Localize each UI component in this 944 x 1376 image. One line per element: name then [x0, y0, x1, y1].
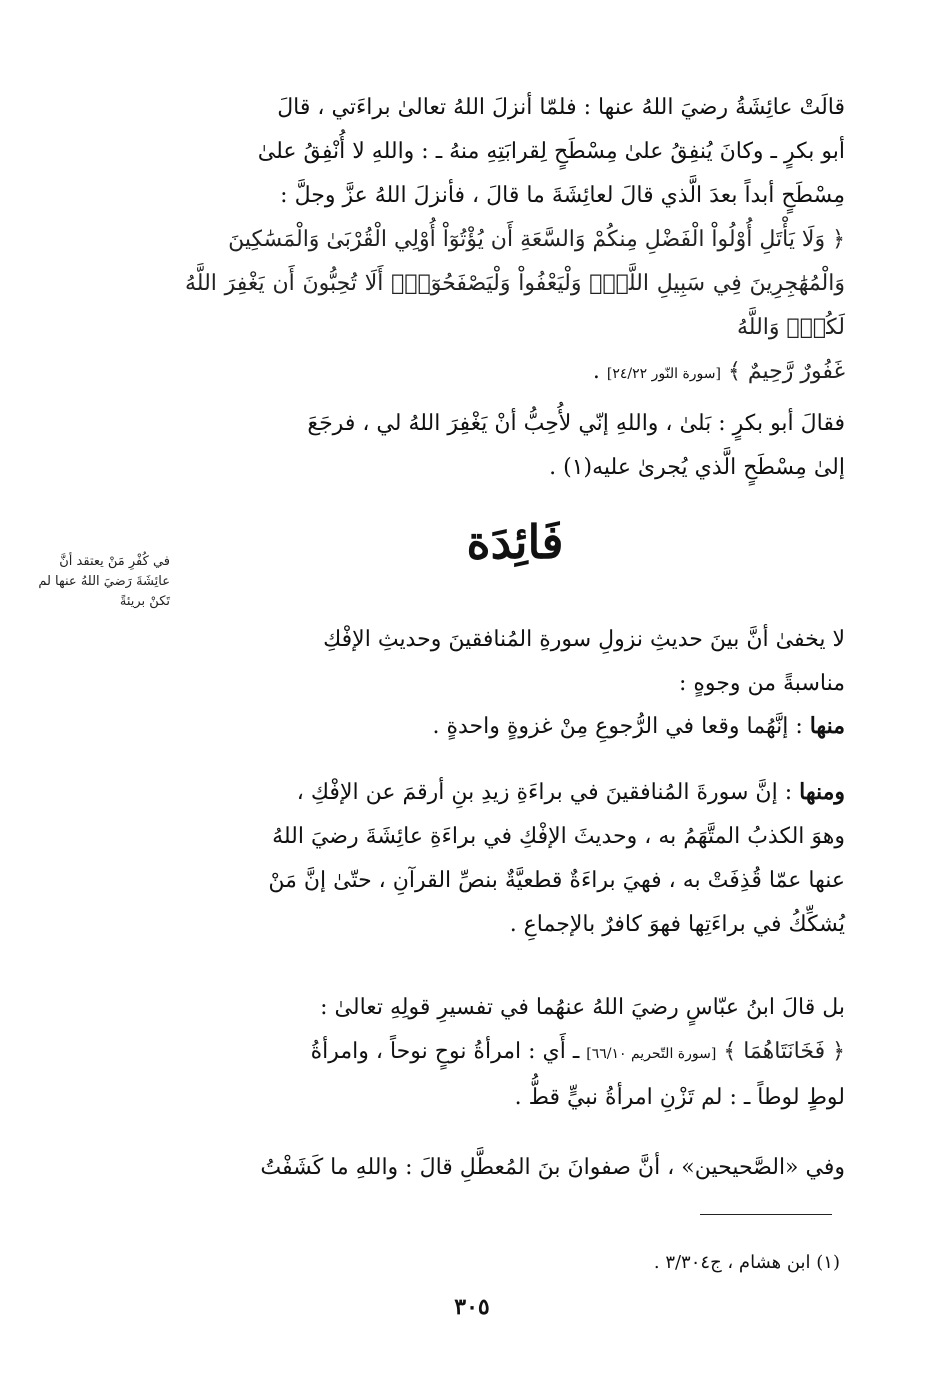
text-line: بل قالَ ابنُ عبّاسٍ رضيَ اللهُ عنهُما في تفسيرِ قولِهِ تعالىٰ :	[320, 995, 845, 1020]
margin-note-line: في كُفْرِ مَنْ يعتقد أنَّ	[59, 554, 170, 569]
text-line: وفي «الصَّحيحين» ، أنَّ صفوانَ بنَ المُعطَّلِ قالَ : واللهِ ما كَشَفْتُ	[260, 1155, 845, 1180]
text-line: يُشكِّكُ في براءَتِها فهوَ كافرٌ بالإجماعِ .	[509, 912, 845, 937]
paragraph-sahihayn	[185, 1146, 845, 1190]
quran-verse-line: وَالْمُهَٰجِرِينَ فِي سَبِيلِ اللَّهِۖ وَلْيَعْفُواْ وَلْيَصْفَحُوٓاْۗ أَلَا تُحِبُّونَ أَن يَغْفِرَ اللَّهُ لَكُمْۗ وَاللَّهُ	[185, 271, 845, 340]
paragraph-point-1	[185, 704, 845, 749]
text-line: إلىٰ مِسْطَحٍ الَّذي يُجرىٰ عليه(١) .	[549, 455, 845, 480]
text-line: : إنَّهُما وقعا في الرُّجوعِ مِنْ غزوةٍ واحدةٍ .	[432, 714, 810, 739]
point-label: منها	[809, 713, 845, 739]
text-line: مناسبةً من وجوهٍ :	[678, 671, 845, 696]
margin-note-line: عائِشَةَ رَضيَ اللهُ عنها لم	[38, 574, 170, 589]
footnote-divider	[700, 1214, 832, 1215]
text-line: عنها عمّا قُذِفَتْ به ، فهيَ براءَةٌ قطعيَّةٌ بنصِّ القرآنِ ، حتّىٰ إنَّ مَنْ	[268, 868, 845, 893]
text-line: لوطٍ لوطاً ـ : لم تَزْنِ امرأةُ نبيٍّ قطُّ .	[514, 1085, 845, 1110]
quran-verse-line: ﴿ وَلَا يَأْتَلِ أُوْلُواْ الْفَضْلِ مِنكُمْ وَالسَّعَةِ أَن يُؤْتُوٓاْ أُوْلِي الْقُرْبَىٰ وَالْمَسَٰكِينَ	[228, 227, 845, 252]
text-line: : إنَّ سورةَ المُنافقينَ في براءَةِ زيدِ بنِ أرقمَ عن الإفْكِ ،	[296, 780, 800, 805]
point-label: ومنها	[799, 779, 845, 805]
quran-verse: ﴿ فَخَانَتَاهُمَا ﴾	[723, 1039, 845, 1064]
text-line: ـ أَي : امرأةُ نوحٍ نوحاً ، وامرأةُ	[310, 1039, 587, 1064]
section-heading: فَائِدَة	[466, 515, 564, 569]
paragraph-point-2	[185, 770, 845, 947]
paragraph-abu-bakr	[185, 402, 845, 490]
margin-note	[20, 552, 170, 612]
text-line: فقالَ أبو بكرٍ : بَلىٰ ، واللهِ إنّي لأُحِبُّ أنْ يَغْفِرَ اللهُ لي ، فرجَعَ	[307, 411, 845, 436]
quran-verse-line: غَفُورٌ رَّحِيمٌ ﴾	[727, 359, 845, 384]
margin-note-line: تَكنْ بريئةً	[119, 594, 170, 609]
text-line: أبو بكرٍ ـ وكانَ يُنفِقُ علىٰ مِسْطَحٍ لِقرابَتِهِ منهُ ـ : واللهِ لا أُنْفِقُ علىٰ	[257, 139, 845, 164]
paragraph-ibn-abbas	[185, 986, 845, 1120]
paragraph-intro	[185, 618, 845, 706]
verse-reference: [سورة التّحريم ٦٦/١٠]	[586, 1046, 717, 1062]
text-line: مِسْطَحٍ أبداً بعدَ الَّذي قالَ لعائِشَةَ ما قالَ ، فأنزلَ اللهُ عزَّ وجلَّ :	[280, 183, 845, 208]
verse-reference: [سورة النّور ٢٤/٢٢]	[606, 366, 721, 382]
text-line: وهوَ الكذبُ المتَّهَمُ به ، وحديثَ الإفْكِ في براءَةِ عائِشَةَ رضيَ اللهُ	[272, 824, 845, 849]
sentence-end: .	[592, 359, 600, 384]
footnote: (١) ابن هشام ، ج٣/٣٠٤ .	[653, 1252, 840, 1273]
text-line: لا يخفىٰ أنَّ بينَ حديثِ نزولِ سورةِ المُنافقينَ وحديثِ الإفْكِ	[323, 627, 845, 652]
paragraph-aisha-quote	[185, 86, 845, 396]
page-number: ٣٠٥	[454, 1294, 490, 1320]
text-line: قالَتْ عائِشَةُ رضيَ اللهُ عنها : فلمّا أنزلَ اللهُ تعالىٰ براءَتي ، قالَ	[277, 95, 845, 120]
